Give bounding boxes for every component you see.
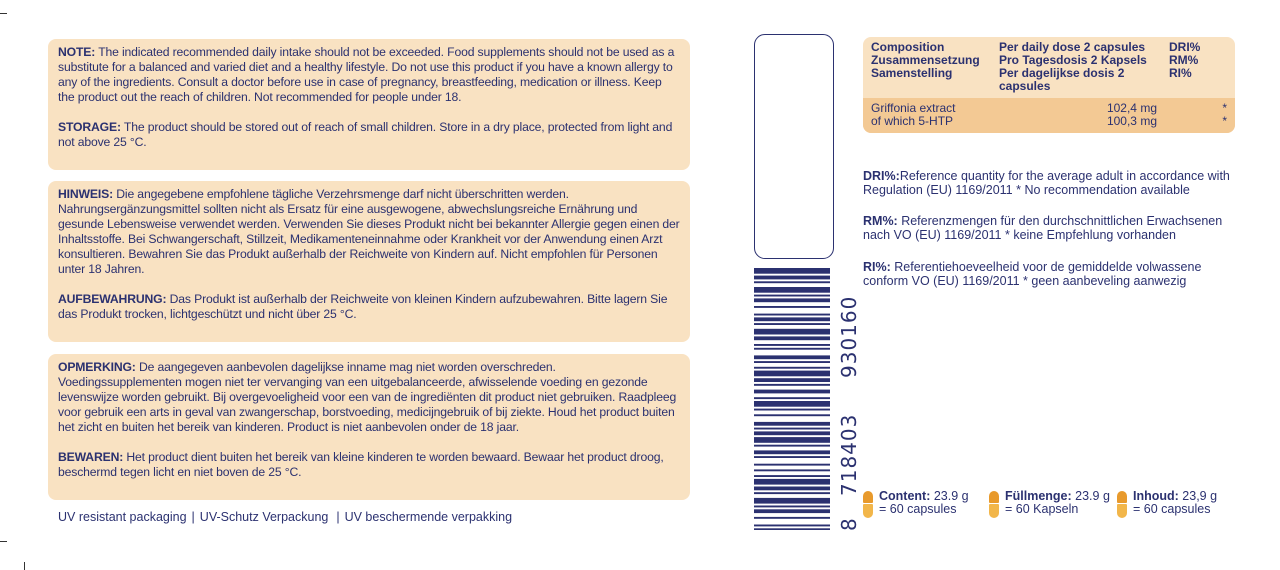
ri-label: RI%: (863, 260, 891, 274)
note-label: OPMERKING: (58, 360, 136, 374)
ri-note (863, 260, 1243, 288)
storage-text: The product should be stored out of reach of small children. Store in a dry place, protected from light and not above 25 °C. (58, 120, 673, 149)
header-text: RI% (1169, 66, 1192, 80)
barcode-bar (754, 367, 830, 369)
ri-text: Referentiehoeveelheid voor de gemiddelde volwassene conform VO (EU) 1169/2011 * geen aanbeveling aanwezig (863, 260, 1202, 288)
capsule-icon (989, 491, 999, 518)
barcode-bar (754, 323, 830, 325)
barcode-first-digit: 8 (837, 518, 861, 531)
barcode-bar (754, 456, 830, 458)
header-dose (999, 41, 1169, 93)
dri-label: DRI%: (863, 169, 900, 183)
barcode-digits-group-2: 930160 (837, 295, 861, 378)
barcode-bar (754, 506, 830, 508)
note-label: NOTE: (58, 45, 96, 59)
barcode-bar (754, 422, 830, 426)
header-text: Pro Tagesdosis 2 Kapsels (999, 53, 1147, 67)
header-text: Composition (871, 40, 945, 54)
barcode-bar (754, 268, 830, 274)
barcode-bar (754, 475, 830, 477)
header-text: RM% (1169, 53, 1199, 67)
barcode-bar (754, 317, 830, 321)
barcode-bar (754, 528, 830, 530)
barcode-bar (754, 431, 830, 435)
rm-label: RM%: (863, 214, 898, 228)
content-en (863, 490, 989, 518)
barcode-bar (754, 487, 830, 491)
uv-note-nl: UV beschermende verpakking (344, 510, 513, 524)
storage-label: BEWAREN: (58, 450, 124, 464)
ingredient-names (871, 102, 999, 128)
composition-table (863, 37, 1235, 133)
barcode-bar (754, 384, 830, 386)
ingredient-ref: * (1222, 101, 1227, 115)
separator: | (191, 510, 195, 524)
content-weight: 23,9 g (1178, 489, 1218, 503)
barcode-bar (754, 378, 830, 382)
crop-mark-top-left (0, 13, 7, 14)
barcode-bar (754, 445, 830, 447)
header-text: Per daily dose 2 capsules (999, 40, 1146, 54)
storage-text: Het product dient buiten het bereik van kleine kinderen te worden bewaard. Bewaar het product droog, beschermd tegen licht en niet boven de 25 °C. (58, 450, 664, 479)
header-text: Per dagelijkse dosis 2 capsules (999, 66, 1125, 93)
barcode-bar (754, 464, 830, 466)
barcode-bar (754, 517, 830, 519)
ingredient-ref: * (1222, 114, 1227, 128)
content-label: Füllmenge: (1005, 489, 1072, 503)
header-composition (871, 41, 999, 93)
barcode-bar (754, 450, 830, 454)
barcode-digits-group-1: 718403 (837, 413, 861, 496)
barcode-bar (754, 437, 830, 443)
ingredient-amounts (999, 102, 1169, 128)
ingredient-name: Griffonia extract (871, 101, 956, 115)
header-text: Zusammensetzung (871, 53, 980, 67)
barcode-bar (754, 276, 830, 280)
uv-packaging-note (58, 510, 512, 524)
barcode-bar (754, 344, 830, 346)
content-info (863, 490, 1243, 518)
ingredient-name: of which 5-HTP (871, 114, 954, 128)
barcode-bar (754, 306, 830, 308)
barcode-bar (754, 390, 830, 394)
content-de (989, 490, 1117, 518)
dutch-storage (58, 450, 680, 480)
barcode (754, 268, 830, 530)
content-label: Inhoud: (1133, 489, 1179, 503)
storage-label: AUFBEWAHRUNG: (58, 292, 167, 306)
crop-mark-bottom-left (0, 541, 7, 542)
capsule-icon (863, 491, 873, 518)
blank-label-area (754, 34, 834, 259)
barcode-bar (754, 498, 830, 504)
german-panel (48, 181, 690, 342)
barcode-bar (754, 314, 830, 316)
barcode-bar (754, 414, 830, 416)
content-count: = 60 capsules (879, 502, 957, 516)
storage-text: Das Produkt ist außerhalb der Reichweite von kleinen Kindern aufzubewahren. Bitte lagern Sie das Produkt trocken, lichtgeschützt und nicht über 25 °C. (58, 292, 668, 321)
note-label: HINWEIS: (58, 187, 113, 201)
barcode-bar (754, 281, 830, 283)
capsule-icon (1117, 491, 1127, 518)
barcode-bar (754, 428, 830, 430)
rm-note (863, 214, 1243, 242)
barcode-bar (754, 329, 830, 335)
dri-note (863, 169, 1243, 197)
english-panel (48, 39, 690, 170)
barcode-bar (754, 409, 830, 411)
uv-note-en: UV resistant packaging (58, 510, 187, 524)
composition-header (863, 37, 1235, 98)
barcode-bar (754, 336, 830, 340)
barcode-bar (754, 287, 830, 293)
note-text: De aangegeven aanbevolen dagelijkse inname mag niet worden overschreden. Voedingssupplementen mogen niet ter vervanging van een uitgebalanceerde, afwisselende voeding en gezonde levenswijze worden gebruikt. Bij overgevoeligheid voor een van de ingrediënten dit product niet gebruiken. Raadpleeg voor gebruik een arts in geval van zwangerschap, borstvoeding, medicijngebruik of bij ziekte. Houd het product buiten het zicht en buiten het bereik van kinderen. Product is niet aanbevolen onder de 18 jaar. (58, 360, 677, 434)
rm-text: Referenzmengen für den durchschnittlichen Erwachsenen nach VO (EU) 1169/2011 * keine Empfehlung vorhanden (863, 214, 1223, 242)
english-storage (58, 120, 680, 150)
header-text: DRI% (1169, 40, 1201, 54)
content-label: Content: (879, 489, 931, 503)
barcode-bar (754, 295, 830, 297)
english-note (58, 45, 680, 105)
german-storage (58, 292, 680, 322)
content-weight: 23.9 g (1071, 489, 1110, 503)
content-nl (1117, 490, 1217, 518)
barcode-bar (754, 355, 830, 359)
note-text: The indicated recommended daily intake should not be exceeded. Food supplements should not be used as a substitute for a balanced and varied diet and a healthy lifestyle. Do not use this product if you have a known allergy to any of the ingredients. Consult a doctor before use in case of pregnancy, breastfeeding, medication or illness. Keep the product out the reach of children. Not recommended for people under 18. (58, 45, 675, 104)
barcode-bar (754, 509, 830, 513)
header-text: Samenstelling (871, 66, 953, 80)
uv-note-de: UV-Schutz Verpackung (199, 510, 329, 524)
barcode-bar (754, 298, 830, 302)
separator: | (336, 510, 340, 524)
dutch-panel (48, 354, 690, 500)
barcode-bar (754, 371, 830, 377)
barcode-bar (754, 397, 830, 399)
barcode-bar (754, 525, 830, 527)
content-weight: 23.9 g (930, 489, 969, 503)
german-note (58, 187, 680, 277)
storage-label: STORAGE: (58, 120, 121, 134)
ingredient-amount: 100,3 mg (1106, 114, 1157, 128)
composition-body (863, 98, 1235, 133)
content-count: = 60 capsules (1133, 502, 1211, 516)
barcode-bar (754, 469, 830, 471)
barcode-bar (754, 348, 830, 350)
ingredient-refs (1169, 102, 1227, 128)
header-reference (1169, 41, 1227, 93)
barcode-bar (754, 492, 830, 494)
barcode-bar (754, 479, 830, 485)
content-count: = 60 Kapseln (1005, 502, 1079, 516)
crop-mark-bottom (24, 562, 25, 570)
note-text: Die angegebene empfohlene tägliche Verzehrsmenge darf nicht überschritten werden. Nahrungsergänzungsmittel sollten nicht als Ersatz für eine ausgewogene, abwechslungsreiche Ernährung und gesunde Lebensweise verwendet werden. Verwenden Sie dieses Produkt nicht bei bekannter Allergie gegen einen der Inhaltsstoffe. Bei Schwangerschaft, Stillzeit, Medikamenteneinnahme oder Krankheit vor der Anwendung einen Arzt konsultieren. Bewahren Sie das Produkt außerhalb der Reichweite von Kindern auf. Nicht empfohlen für Personen unter 18 Jahren. (58, 187, 680, 276)
barcode-bar (754, 361, 830, 363)
barcode-bar (754, 401, 830, 407)
dutch-note (58, 360, 680, 435)
dri-text: Reference quantity for the average adult in accordance with Regulation (EU) 1169/2011 * No recommendation available (863, 169, 1230, 197)
ingredient-amount: 102,4 mg (1106, 101, 1157, 115)
